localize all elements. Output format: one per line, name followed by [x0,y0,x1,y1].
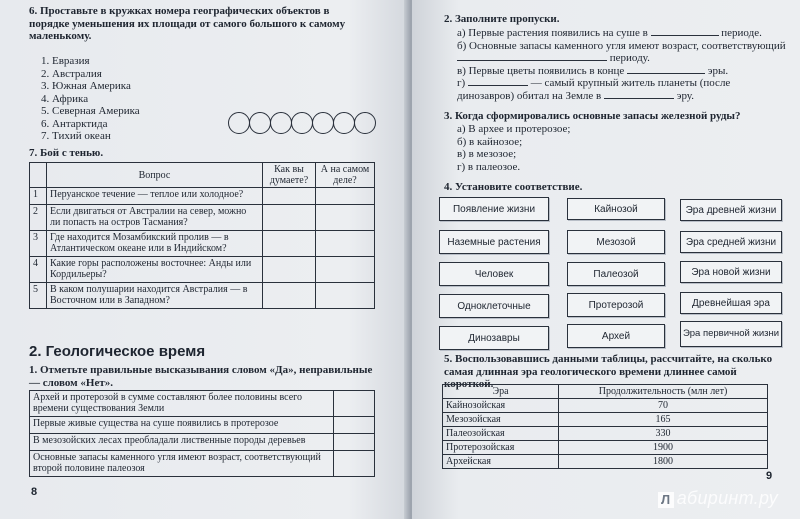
statement-cell: Первые живые существа на суше появились в протерозое [30,417,334,434]
era-cell: Палеозойская [443,427,559,441]
q2-body [457,27,787,102]
answer-circle[interactable] [228,112,250,134]
q1-title: 1. Отметьте правильные высказывания словом «Да», неправильные — словом «Нет». [29,364,373,389]
row-number: 5 [30,283,47,309]
answer-cell[interactable] [334,451,375,477]
table-row [30,188,375,205]
match-box-meaning[interactable]: Эра древней жизни [680,199,782,221]
q2-item-v: в) Первые цветы появились в конце эры. [457,64,729,77]
match-box-meaning[interactable]: Древнейшая эра [680,292,782,314]
row-number: 4 [30,257,47,283]
table-row [30,417,375,434]
answer-circle[interactable] [354,112,376,134]
answer-cell[interactable] [263,231,316,257]
match-box-meaning[interactable]: Эра новой жизни [680,261,782,283]
q3-title: 3. Когда сформировались основные запасы железной руды? [444,110,741,122]
q3-option[interactable]: г) в палеозое. [457,160,521,173]
q2-title: 2. Заполните пропуски. [444,13,560,25]
q6-item: 3. Южная Америка [41,80,131,92]
answer-cell[interactable] [334,391,375,417]
match-box-era[interactable]: Архей [567,324,665,348]
question-cell: В каком полушарии находится Австралия — в Восточном или в Западном? [47,283,263,309]
table-row [443,413,768,427]
row-number: 3 [30,231,47,257]
match-box-event[interactable]: Наземные растения [439,230,549,254]
table-row [30,205,375,231]
table-row [30,283,375,309]
q2-item-b-cont: периоду. [457,52,787,65]
question-cell: Где находится Мозамбикский пролив — в Атлантическом океане или в Индийском? [47,231,263,257]
duration-cell: 330 [559,427,768,441]
page-number: 8 [31,486,38,498]
duration-cell: 1800 [559,455,768,469]
era-cell: Архейская [443,455,559,469]
q5-title: 5. Воспользовавшись данными таблицы, рассчитайте, на сколько самая длинная эра геологического времени длиннее самой короткой. [444,353,773,390]
answer-cell[interactable] [334,434,375,451]
q6-item: 6. Антарктида [41,117,108,130]
table-header-row [443,385,768,399]
answer-circle[interactable] [270,112,292,134]
question-cell: Если двигаться от Австралии на север, можно ли попасть на остров Тасмания? [47,205,263,231]
match-box-meaning[interactable]: Эра первичной жизни [680,321,782,347]
q3-options [457,123,570,173]
era-cell: Протерозойская [443,441,559,455]
q6-item: 4. Африка [41,92,89,105]
answer-cell[interactable] [334,417,375,434]
answer-cell[interactable] [316,205,375,231]
watermark-text: абиринт.ру [676,488,778,508]
q2-item-b: б) Основные запасы каменного угля имеют возраст, соответствующий [457,39,786,52]
right-page [412,0,800,519]
row-number: 1 [30,188,47,205]
blank-line[interactable] [651,35,719,36]
q5-table [442,384,768,469]
table-row [30,257,375,283]
table-row [443,455,768,469]
table-header-row [30,163,375,188]
q3-option[interactable]: б) в кайнозое; [457,135,523,148]
column-header: Продолжительность (млн лет) [559,385,768,399]
q6-item: 1. Евразия [41,55,90,67]
answer-cell[interactable] [263,257,316,283]
q2-item-a: а) Первые растения появились на суше в периоде. [457,27,762,39]
answer-cell[interactable] [263,205,316,231]
column-header: А на самом деле? [316,163,375,188]
answer-cell[interactable] [316,231,375,257]
q1-table [29,390,375,477]
row-number: 2 [30,205,47,231]
answer-cell[interactable] [316,188,375,205]
match-box-event[interactable]: Одноклеточные [439,294,549,318]
duration-cell: 1900 [559,441,768,455]
table-row [30,231,375,257]
answer-cell[interactable] [263,283,316,309]
statement-cell: Основные запасы каменного угля имеют возраст, соответствующий второй половине палеозоя [30,451,334,477]
answer-cell[interactable] [316,257,375,283]
page-number: 9 [766,470,773,482]
question-cell: Какие горы расположены восточнее: Анды или Кордильеры? [47,257,263,283]
answer-circle[interactable] [312,112,334,134]
statement-cell: В мезозойских лесах преобладали лиственные породы деревьев [30,434,334,451]
q6-item: 5. Северная Америка [41,105,140,117]
match-box-event[interactable]: Динозавры [439,326,549,350]
answer-cell[interactable] [316,283,375,309]
q6-title: 6. Проставьте в кружках номера географических объектов в порядке уменьшения их площади от самого большого к самому маленькому. [29,5,346,42]
watermark-logo-icon: Л [658,492,674,508]
answer-circle[interactable] [291,112,313,134]
q7-table [29,162,375,309]
column-header: Вопрос [47,163,263,188]
match-box-era[interactable]: Кайнозой [567,198,665,220]
match-box-era[interactable]: Палеозой [567,262,665,286]
answer-circle[interactable] [249,112,271,134]
section-title: 2. Геологическое время [29,343,206,360]
statement-cell: Архей и протерозой в сумме составляют более половины всего времени существования Земли [30,391,334,417]
duration-cell: 165 [559,413,768,427]
q7-title: 7. Бой с тенью. [29,147,104,159]
q3-option[interactable]: а) В архее и протерозое; [457,123,571,135]
match-box-event[interactable]: Появление жизни [439,197,549,221]
q2-item-g: г) — самый крупный житель планеты (после динозавров) обитал на Земле в эру. [457,77,731,102]
table-row [443,427,768,441]
q6-item: 7. Тихий океан [41,130,111,142]
blank-line[interactable] [457,60,607,61]
answer-circle[interactable] [333,112,355,134]
match-box-era[interactable]: Протерозой [567,293,665,317]
match-box-era[interactable]: Мезозой [567,230,665,254]
match-box-meaning[interactable]: Эра средней жизни [680,231,782,253]
site-watermark [658,488,778,509]
era-cell: Мезозойская [443,413,559,427]
question-cell: Перуанское течение — теплое или холодное? [47,188,263,205]
table-row [443,441,768,455]
table-row [30,434,375,451]
duration-cell: 70 [559,399,768,413]
blank-line[interactable] [627,73,705,74]
column-header: Эра [443,385,559,399]
table-row [443,399,768,413]
q4-title: 4. Установите соответствие. [444,181,583,193]
q3-option[interactable]: в) в мезозое; [457,148,517,160]
match-box-event[interactable]: Человек [439,262,549,286]
table-row [30,391,375,417]
q6-list [41,55,231,143]
blank-line[interactable] [604,98,674,99]
q6-item: 2. Австралия [41,67,102,80]
column-header: Как вы думаете? [263,163,316,188]
table-row [30,451,375,477]
answer-cell[interactable] [263,188,316,205]
era-cell: Кайнозойская [443,399,559,413]
blank-line[interactable] [468,85,528,86]
